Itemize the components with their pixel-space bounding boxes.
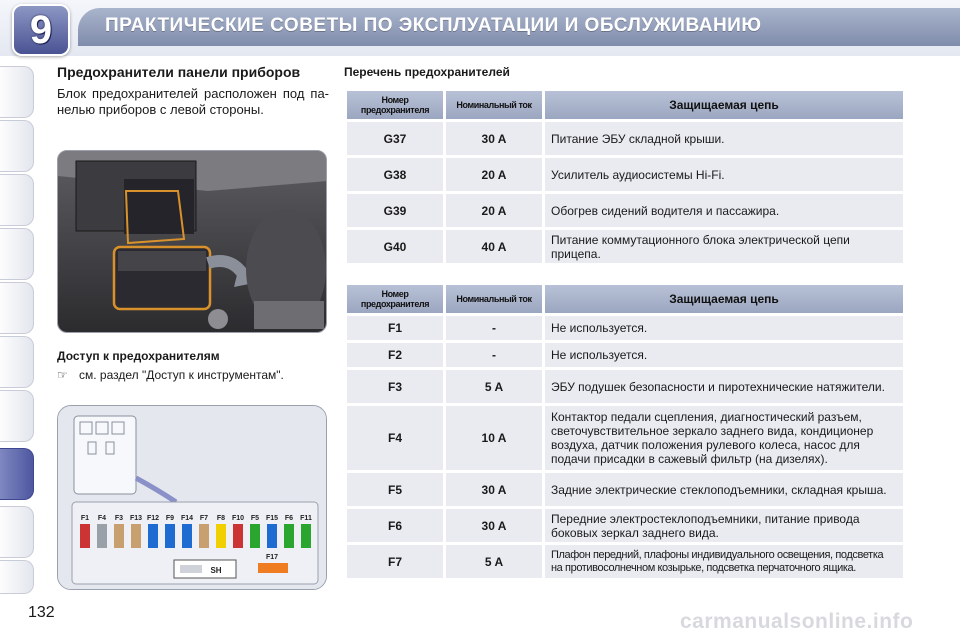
fuse-rating: 20 A (446, 194, 542, 227)
fuse-label: F11 (300, 515, 312, 522)
table-row (347, 545, 903, 578)
section-title: Предохранители панели приборов (57, 64, 301, 80)
table-row (347, 230, 903, 263)
fuse-table-f (344, 282, 906, 581)
column-header-number: Номер предохранителя (347, 285, 443, 313)
fuse-id: F7 (347, 545, 443, 578)
fuse-label: F7 (199, 515, 209, 522)
fuse-label: F10 (231, 515, 245, 522)
fuse-rating: 30 A (446, 473, 542, 506)
fuse-box-diagram (57, 405, 327, 590)
table-header-row (347, 91, 903, 119)
fuse-id: F5 (347, 473, 443, 506)
fuse-id: F3 (347, 370, 443, 403)
column-header-rating: Номинальный ток (446, 285, 542, 313)
fuse-table-g (344, 88, 906, 266)
table-row (347, 370, 903, 403)
fuse-rating: 5 A (446, 370, 542, 403)
fuse-rating: - (446, 316, 542, 340)
fuse-label: F1 (80, 515, 90, 522)
fuse-rating: 20 A (446, 158, 542, 191)
table-row (347, 122, 903, 155)
chapter-tab-11[interactable] (0, 560, 34, 594)
fuse-label: F12 (146, 515, 160, 522)
chapter-tab-5[interactable] (0, 282, 34, 334)
shunt-label: SH (210, 566, 222, 575)
fuse-id: G38 (347, 158, 443, 191)
table-header-row (347, 285, 903, 313)
column-header-circuit: Защищаемая цепь (545, 285, 903, 313)
fuse-label-f17: F17 (265, 554, 279, 561)
fuse-id: G37 (347, 122, 443, 155)
column-header-rating: Номинальный ток (446, 91, 542, 119)
table-row (347, 406, 903, 470)
fuse-id: F4 (347, 406, 443, 470)
fuse-rating: 40 A (446, 230, 542, 263)
fuse-box-illustration (58, 406, 327, 590)
fuse-rating: 5 A (446, 545, 542, 578)
pointing-hand-icon: ☞ (57, 368, 68, 382)
fuse-id: F6 (347, 509, 443, 542)
table-row (347, 316, 903, 340)
fuse-label: F4 (97, 515, 107, 522)
dashboard-photo (57, 150, 327, 333)
chapter-tab-9-active[interactable] (0, 448, 34, 500)
fuse-label: F6 (284, 515, 294, 522)
chapter-tab-4[interactable] (0, 228, 34, 280)
column-header-circuit: Защищаемая цепь (545, 91, 903, 119)
fuse-label: F14 (180, 515, 194, 522)
chapter-tab-7[interactable] (0, 390, 34, 442)
fuse-circuit: Контактор педали сцепления, диагностический разъем, светочувствительное зеркало заднего вида, кондиционер воздуха, датчик положения рулевого колеса, насос для подачи присадки в сажевый фильтр (на дизелях). (545, 406, 903, 470)
fuse-circuit: Питание ЭБУ складной крыши. (545, 122, 903, 155)
fuse-id: G40 (347, 230, 443, 263)
chapter-tab-2[interactable] (0, 120, 34, 172)
fuse-circuit: Плафон передний, плафоны индивидуального освещения, подсветка на противосолнечном козырьке, подсветка перчаточного ящика. (545, 545, 903, 578)
fuse-rating: 30 A (446, 509, 542, 542)
fuse-label: F13 (129, 515, 143, 522)
chapter-tab-6[interactable] (0, 336, 34, 388)
table-row (347, 473, 903, 506)
fuse-list-title: Перечень предохранителей (344, 65, 510, 79)
fuse-circuit: Передние электростеклоподъемники, питание привода боковых зеркал заднего вида. (545, 509, 903, 542)
dashboard-illustration (58, 151, 327, 333)
chapter-number: 9 (29, 8, 53, 52)
fuse-rating: - (446, 343, 542, 367)
page-header-title: ПРАКТИЧЕСКИЕ СОВЕТЫ ПО ЭКСПЛУАТАЦИИ И ОБСЛУЖИВАНИЮ (105, 15, 762, 36)
intro-paragraph: Блок предохранителей расположен под па- нелью приборов с левой стороны. (57, 86, 329, 117)
fuse-circuit: Не используется. (545, 316, 903, 340)
table-row (347, 343, 903, 367)
table-row (347, 158, 903, 191)
table-row (347, 509, 903, 542)
table-row (347, 194, 903, 227)
fuse-label: F9 (165, 515, 175, 522)
fuse-circuit: Усилитель аудиосистемы Hi-Fi. (545, 158, 903, 191)
access-instruction (57, 368, 284, 382)
fuse-label: F3 (114, 515, 124, 522)
fuse-label: F5 (250, 515, 260, 522)
fuse-circuit: Не используется. (545, 343, 903, 367)
access-title: Доступ к предохранителям (57, 349, 220, 363)
fuse-circuit: Задние электрические стеклоподъемники, складная крыша. (545, 473, 903, 506)
footer-watermark: carmanualsonline.info (680, 610, 914, 633)
fuse-rating: 30 A (446, 122, 542, 155)
page-number: 132 (28, 604, 55, 621)
chapter-tab-3[interactable] (0, 174, 34, 226)
fuse-circuit: Обогрев сидений водителя и пассажира. (545, 194, 903, 227)
fuse-rating: 10 A (446, 406, 542, 470)
chapter-tab-10[interactable] (0, 506, 34, 558)
fuse-circuit: Питание коммутационного блока электрической цепи прицепа. (545, 230, 903, 263)
column-header-number: Номер предохранителя (347, 91, 443, 119)
fuse-label: F15 (265, 515, 279, 522)
fuse-id: F1 (347, 316, 443, 340)
fuse-circuit: ЭБУ подушек безопасности и пиротехнические натяжители. (545, 370, 903, 403)
chapter-tab-1[interactable] (0, 66, 34, 118)
chapter-badge[interactable] (12, 4, 70, 56)
fuse-id: F2 (347, 343, 443, 367)
fuse-id: G39 (347, 194, 443, 227)
access-text: см. раздел "Доступ к инструментам". (79, 368, 284, 382)
fuse-label: F8 (216, 515, 226, 522)
